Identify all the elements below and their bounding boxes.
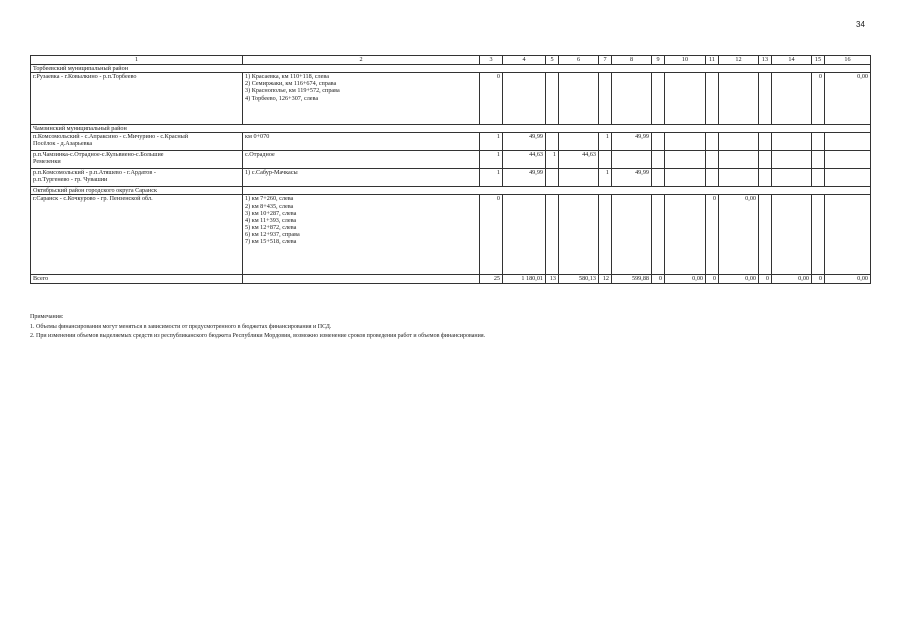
place-item: 4) Торбеево, 126+307, слева xyxy=(245,94,319,102)
total-cell: 12 xyxy=(599,275,612,283)
total-cell: 0 xyxy=(812,275,825,283)
cell-amount: 49,99 xyxy=(612,169,652,187)
place-list xyxy=(243,73,480,125)
place-item: 7) км 15+518, слева xyxy=(245,238,297,246)
place-list xyxy=(243,195,480,275)
cell-count: 0 xyxy=(706,195,719,275)
total-cell: 1 180,01 xyxy=(503,275,546,283)
section-title-oktyabr: Октябрьский район городского округа Саранск xyxy=(31,187,243,195)
header-cell: 11 xyxy=(706,56,719,65)
place-item: 5) км 12+872, слева xyxy=(245,223,297,231)
place-item: км 0+070 xyxy=(243,133,480,151)
header-cell: 4 xyxy=(503,56,546,65)
cell-amount: 44,63 xyxy=(559,151,599,169)
place-item: 4) км 11+393, слева xyxy=(245,216,297,224)
total-cell: 580,13 xyxy=(559,275,599,283)
road-name-line: Посёлок - д.Азарьевка xyxy=(33,140,93,148)
header-cell: 12 xyxy=(719,56,759,65)
cell-count: 0 xyxy=(480,195,503,275)
financing-table xyxy=(30,55,871,284)
road-name-line: р.п.Комсомольский - р.п.Атяшево - г.Ардатов - xyxy=(33,169,156,177)
total-cell: 25 xyxy=(480,275,503,283)
place-item: 3) Краснополье, км 119+572, справа xyxy=(245,87,340,95)
total-row xyxy=(31,275,871,283)
cell-count: 1 xyxy=(599,169,612,187)
road-name-line: п.Комсомольский - с.Апраксино - с.Мичурино - с.Красный xyxy=(33,133,189,141)
place-item: 3) км 10+287, слева xyxy=(245,209,297,217)
total-cell: 0,00 xyxy=(772,275,812,283)
place-item: 1) км 7+260, слева xyxy=(245,195,294,203)
road-name: г.Саранск - с.Кочкурово - гр. Пензенской обл. xyxy=(31,195,243,275)
cell-amount: 49,99 xyxy=(503,169,546,187)
header-cell: 9 xyxy=(652,56,665,65)
road-name xyxy=(31,169,243,187)
total-cell: 0 xyxy=(652,275,665,283)
place-item: 1) Красаевка, км 110+118, слева xyxy=(245,73,329,81)
header-cell: 2 xyxy=(243,56,480,65)
place-item: 1) с.Сабур-Мачкасы xyxy=(243,169,480,187)
header-cell: 7 xyxy=(599,56,612,65)
header-cell: 10 xyxy=(665,56,706,65)
cell-count: 0 xyxy=(480,73,503,125)
section-row xyxy=(31,65,871,73)
page-number: 34 xyxy=(856,20,865,29)
header-cell: 13 xyxy=(759,56,772,65)
section-title-torbeevo: Торбеевский муниципальный район xyxy=(31,65,871,73)
header-cell: 14 xyxy=(772,56,812,65)
header-cell: 3 xyxy=(480,56,503,65)
place-item: 6) км 12+937, справа xyxy=(245,231,300,238)
table-row xyxy=(31,151,871,169)
cell-count: 0 xyxy=(812,73,825,125)
section-row xyxy=(31,187,871,195)
cell-count: 1 xyxy=(546,151,559,169)
note-item: 1. Объемы финансирования могут меняться в зависимости от предусмотренного в бюджетах финансирования и ПСД. xyxy=(30,323,332,330)
total-cell: 0,00 xyxy=(665,275,706,283)
cell-amount: 49,99 xyxy=(612,133,652,151)
cell-count: 1 xyxy=(599,133,612,151)
table-row xyxy=(31,133,871,151)
table-row xyxy=(31,195,871,275)
table-row xyxy=(31,169,871,187)
place-item: 2) Семиржаки, км 116+674, справа xyxy=(245,80,337,88)
cell-amount: 0,00 xyxy=(825,73,871,125)
cell-count: 1 xyxy=(480,151,503,169)
cell-amount: 44,63 xyxy=(503,151,546,169)
total-cell: 0 xyxy=(706,275,719,283)
header-cell: 6 xyxy=(559,56,599,65)
header-cell: 8 xyxy=(612,56,652,65)
header-cell: 1 xyxy=(31,56,243,65)
road-name-line: р.п.Чамзинка-с.Отрадное-с.Кульвиено-с.Большие xyxy=(33,151,164,159)
road-name xyxy=(31,133,243,151)
cell-count: 1 xyxy=(480,169,503,187)
cell-count: 1 xyxy=(480,133,503,151)
total-cell: 0 xyxy=(759,275,772,283)
notes-title: Примечания: xyxy=(30,314,64,320)
total-cell: 599,88 xyxy=(612,275,652,283)
total-label: Всего xyxy=(31,275,243,283)
road-name xyxy=(31,151,243,169)
header-cell: 16 xyxy=(825,56,871,65)
total-cell: 0,00 xyxy=(719,275,759,283)
header-cell: 15 xyxy=(812,56,825,65)
section-row xyxy=(31,125,871,133)
cell-amount: 49,99 xyxy=(503,133,546,151)
road-name-line: р.п.Тургенево - гр. Чувашии xyxy=(33,176,108,184)
road-name-line: Ремезенки xyxy=(33,158,61,166)
header-cell: 5 xyxy=(546,56,559,65)
notes-block xyxy=(30,313,485,342)
cell-amount: 0,00 xyxy=(719,195,759,275)
road-name: г.Рузаевка - г.Ковылкино - р.п.Торбеево xyxy=(31,73,243,125)
header-row xyxy=(31,56,871,65)
total-cell: 13 xyxy=(546,275,559,283)
note-item: 2. При изменении объемов выделяемых средств из республиканского бюджета Республики Мордовия, возможно изменение сроков проведения работ и объемов финансирования. xyxy=(30,333,486,340)
place-item: с.Отрадное xyxy=(243,151,480,169)
section-title-chamzinka: Чамзинский муниципальный район xyxy=(31,125,871,133)
place-item: 2) км 8+435, слева xyxy=(245,202,294,210)
table-row xyxy=(31,73,871,125)
total-cell: 0,00 xyxy=(825,275,871,283)
